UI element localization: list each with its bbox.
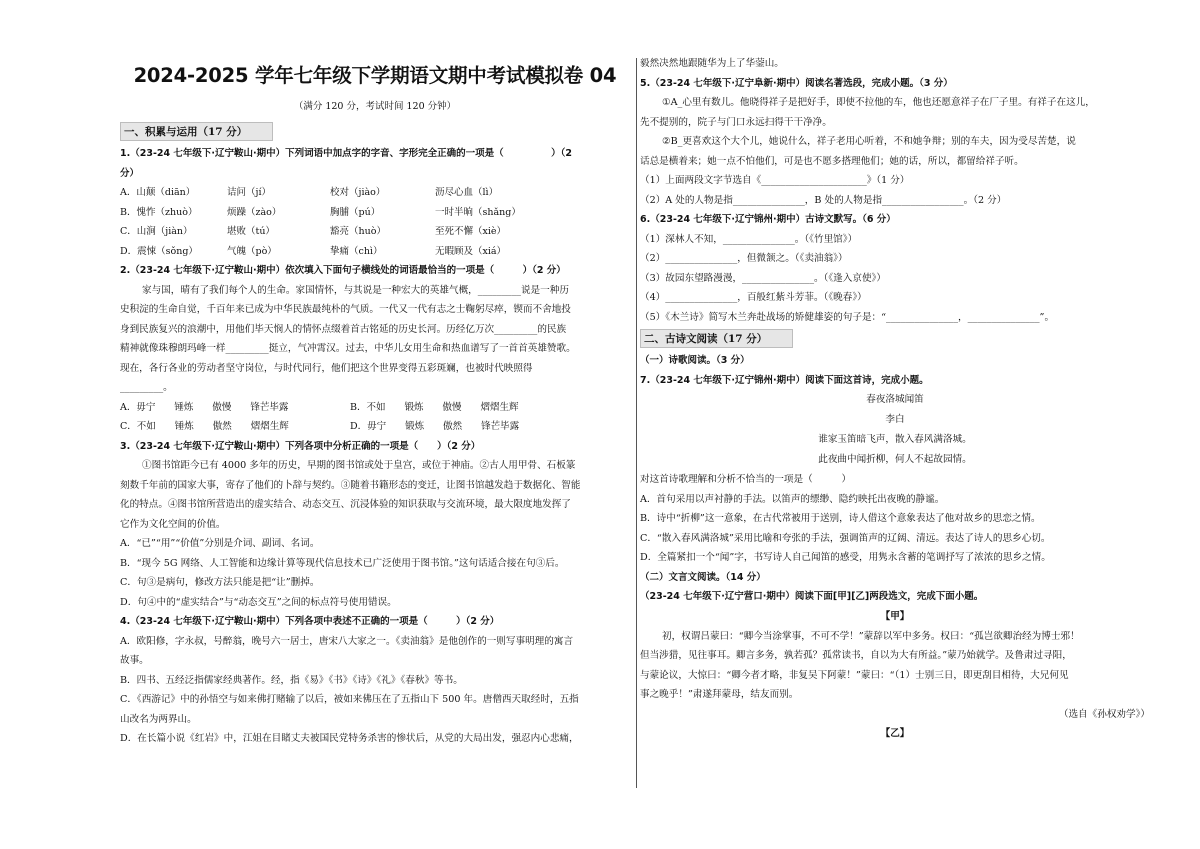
question-7-header: 7.（23-24 七年级下·辽宁锦州·期中）阅读下面这首诗，完成小题。: [640, 374, 929, 386]
passage-line: 它作为文化空间的价值。: [120, 518, 226, 530]
question-6-subquestions: [640, 230, 1150, 328]
option-line: C．句③是病句，修改方法只能是把“让”删掉。: [120, 577, 320, 588]
option-line: C．“散入春风满洛城”采用比喻和夸张的手法，强调笛声的辽阔、清远。表达了诗人的思乡心切。: [640, 532, 1051, 544]
option-cell: 挚痛（chì）: [330, 245, 383, 257]
option-cell: 诘问（jí）: [227, 187, 271, 198]
subquestion-line: （1）深林人不知，_______________。（《竹里馆》）: [640, 233, 858, 245]
option-line: D．全篇紧扣一个“闻”字，书写诗人自己闻笛的感受，用隽永含蓄的笔调抒写了浓浓的思乡之情。: [640, 552, 1051, 563]
passage-line: 现在，各行各业的劳动者坚守岗位，与时代同行，他们把这个世界变得五彩斑斓，也被时代映照得: [120, 362, 533, 374]
passage-yi-label: 【乙】: [880, 728, 910, 739]
option-cell: D．震悚（sǒng）: [120, 245, 198, 257]
question-1-options: [120, 183, 630, 261]
option-cell: B．不如 锻炼 傲慢 熠熠生辉: [350, 401, 519, 413]
section-heading: 一、积累与运用（17 分）: [120, 122, 273, 141]
passage-line: 但当涉猎，见往事耳。卿言多务，孰若孤？孤常读书，自以为大有所益。”蒙乃始就学。及鲁肃过寻阳，: [640, 650, 1072, 661]
option-cell: 胸脯（pú）: [330, 206, 381, 218]
question-2-options: [120, 398, 630, 437]
subquestion-line: （1）上面两段文字节选自《______________________》（1 分）: [640, 175, 910, 186]
passage-line: 与蒙论议，大惊曰：“卿今者才略，非复吴下阿蒙！”蒙曰：“（1）士别三日，即更刮目相待，大兄何见: [640, 669, 1069, 681]
poem-title: 春夜洛城闻笛: [866, 394, 924, 405]
subquestion-line: （5）《木兰诗》简写木兰奔赴战场的矫健雄姿的句子是：“_______________，_______________”。: [640, 311, 1055, 323]
question-3-header: 3.（23-24 七年级下·辽宁鞍山·期中）下列各项中分析正确的一项是（ ）（2 分）: [120, 440, 481, 452]
passage-line: ①图书馆距今已有 4000 多年的历史，早期的图书馆或处于皇宫，或位于神庙。②古人用甲骨、石板篆: [142, 460, 576, 471]
subquestion-line: （3）故园东望路漫漫，_______________。（《逢入京使》）: [640, 272, 886, 284]
passage-line: ②B_更喜欢这个大个儿，她说什么，祥子老用心听着，不和她争辩；别的车夫，因为受尽苦楚，说: [662, 136, 1076, 147]
option-cell: D．毋宁 锻炼 傲然 锋芒毕露: [350, 421, 520, 432]
passage-line: 史积淀的生命自觉，千百年来已成为中华民族最纯朴的气质。一代又一代有志之士鞠躬尽瘁，锲而不舍地投: [120, 304, 571, 315]
question-8-header: （23-24 七年级下·辽宁营口·期中）阅读下面[甲][乙]两段选文，完成下面小题。: [640, 591, 984, 602]
passage-line: 初，权谓吕蒙曰：“卿今当涂掌事，不可不学！”蒙辞以军中多务。权曰：“孤岂欲卿治经为博士邪！: [662, 630, 1080, 642]
passage-line: 身到民族复兴的浪潮中，用他们毕天悯人的情怀点缀着首古铭延的历史长河。历经亿万次_________的民族: [120, 323, 567, 335]
question-7-ask: 对这首诗歌理解和分析不恰当的一项是（ ）: [640, 474, 852, 485]
question-5-header: 5.（23-24 七年级下·辽宁阜新·期中）阅读名著选段，完成小题。（3 分）: [640, 77, 953, 89]
passage-source: （选自《孙权劝学》）: [1058, 708, 1150, 720]
subquestion-line: （4）_______________，百般红紫斗芳菲。（《晚春》）: [640, 292, 867, 303]
option-line: 山改名为两界山。: [120, 713, 197, 725]
option-line: A．“已”“用”“价值”分别是介词、副词、名词。: [120, 538, 320, 549]
option-line: A．欧阳修，字永叔，号醉翁，晚号六一居士，唐宋八大家之一。《卖油翁》是他创作的一则写事明理的寓言: [120, 635, 574, 647]
option-cell: 一时半晌（shǎng）: [435, 206, 521, 218]
option-line: B．诗中“折柳”这一意象，在古代常被用于送别，诗人借这个意象表达了他对故乡的思恋之情。: [640, 513, 1041, 524]
poem-line: 谁家玉笛暗飞声，散入春风满洛城。: [818, 434, 972, 445]
question-2-passage: [120, 281, 630, 398]
option-line: 故事。: [120, 655, 149, 666]
option-line: C．《西游记》中的孙悟空与如来佛打赌输了以后，被如来佛压在了五指山下 500 年。唐僧西天取经时，五指: [120, 694, 579, 705]
option-line: A．首句采用以声衬静的手法。以笛声的缥缈、隐约映托出夜晚的静谧。: [640, 493, 945, 505]
right-column: [640, 54, 1150, 744]
question-1-header: 1.（23-24 七年级下·辽宁鞍山·期中）下列词语中加点字的字音、字形完全正确的一项是（ ）（2: [120, 148, 572, 159]
question-3-options: [120, 534, 630, 612]
passage-line: 精神就像珠穆朗玛峰一样_________挺立，气冲霄汉。过去，中华儿女用生命和热血谱写了一首首英雄赞歌。: [120, 343, 576, 354]
question-3-passage: [120, 456, 630, 534]
option-line: D．句④中的“虚实结合”与“动态交互”之间的标点符号使用错误。: [120, 596, 397, 608]
subsection-heading: （一）诗歌阅读。（3 分）: [640, 355, 750, 366]
question-5-subquestions: [640, 171, 1150, 210]
passage-line: ①A_心里有数儿。他晓得祥子是把好手，即使不拉他的车，他也还愿意祥子在厂子里。有祥子在这儿，: [662, 97, 1095, 108]
option-cell: C．山涧（jiàn）: [120, 226, 193, 237]
option-line: B．“现今 5G 网络、人工智能和边缘计算等现代信息技术已广泛使用于图书馆。”这句话适合接在句③后。: [120, 557, 565, 569]
question-7-options: [640, 490, 1150, 568]
option-cell: C．不如 锤炼 傲然 熠熠生辉: [120, 421, 289, 432]
option-cell: 至死不懈（xiè）: [435, 226, 507, 237]
option-cell: 沥尽心血（lì）: [435, 187, 499, 198]
option-cell: B．愧怍（zhuò）: [120, 206, 198, 218]
passage-line: 家与国，晴有了我们每个人的生命。家国情怀，与其说是一种宏大的英雄气概，_________说是一种历: [142, 284, 569, 296]
option-cell: 豁亮（huò）: [330, 226, 386, 237]
passage-jia-label: 【甲】: [880, 610, 910, 622]
option-cell: 烦躁（zào）: [227, 206, 282, 218]
passage-line: _________。: [120, 382, 173, 393]
option-line: B．四书、五经泛指儒家经典著作。经，指《易》《书》《诗》《礼》《春秋》等书。: [120, 674, 463, 686]
passage-line: 话总是横着来；她一点不怕他们，可是也不愿多搭理他们；她的话，所以，都留给祥子听。: [640, 155, 1024, 167]
question-2-header: 2.（23-24 七年级下·辽宁鞍山·期中）依次填入下面句子横线处的词语最恰当的一项是（ ）（2 分）: [120, 265, 566, 276]
option-cell: 无暇顾及（xiá）: [435, 245, 507, 257]
question-5-passage: [640, 93, 1150, 171]
option-cell: A．毋宁 锤炼 傲慢 锋芒毕露: [120, 401, 289, 413]
subquestion-line: （2）A 处的人物是指_______________，B 处的人物是指_________________。（2 分）: [640, 194, 1007, 206]
poem-line: 此夜曲中闻折柳，何人不起故园情。: [818, 454, 972, 465]
subsection-heading: （二）文言文阅读。（14 分）: [640, 571, 766, 583]
option-cell: 气魄（pò）: [227, 245, 277, 257]
option-cell: 校对（jiào）: [330, 187, 386, 198]
question-1-header-cont: 分）: [120, 167, 140, 179]
left-column: [120, 54, 630, 749]
subquestion-line: （2）_______________，但微颔之。（《卖油翁》）: [640, 253, 848, 264]
page-subtitle: （满分 120 分，考试时间 120 分钟）: [293, 101, 457, 112]
option-line: D．在长篇小说《红岩》中，江姐在目睹丈夫被国民党特务杀害的惨状后，从党的大局出发，强忍内心悲痛，: [120, 733, 579, 744]
question-6-header: 6.（23-24 七年级下·辽宁锦州·期中）古诗文默写。（6 分）: [640, 214, 896, 225]
passage-line: 刻数千年前的国家大事，寄存了他们的卜辞与契约。③随着书籍形态的变迁，让图书馆越发趋于数据化、智能: [120, 479, 581, 491]
poem-author: 李白: [885, 414, 905, 425]
page-title: 2024-2025 学年七年级下学期语文期中考试模拟卷 04: [133, 64, 617, 87]
option-cell: 堪败（tú）: [227, 226, 275, 237]
passage-jia: [640, 627, 1150, 705]
section-heading: 二、古诗文阅读（17 分）: [640, 329, 793, 348]
passage-line: 先不提别的，院子与门口永远扫得干干净净。: [640, 116, 832, 128]
passage-line: 化的特点。④图书馆所营造出的虚实结合、动态交互、沉浸体验的知识获取与交流环境，最大限度地发挥了: [120, 499, 571, 510]
question-4-header: 4.（23-24 七年级下·辽宁鞍山·期中）下列各项中表述不正确的一项是（ ）（2 分）: [120, 616, 500, 627]
option-cell: A．山颠（diān）: [120, 187, 196, 198]
passage-line: 事之晚乎！”肃遂拜蒙母，结友而别。: [640, 689, 799, 700]
column-divider: [636, 58, 637, 788]
continued-text: 毅然决然地跟随华为上了华蓥山。: [640, 58, 784, 69]
question-4-options: [120, 632, 630, 749]
